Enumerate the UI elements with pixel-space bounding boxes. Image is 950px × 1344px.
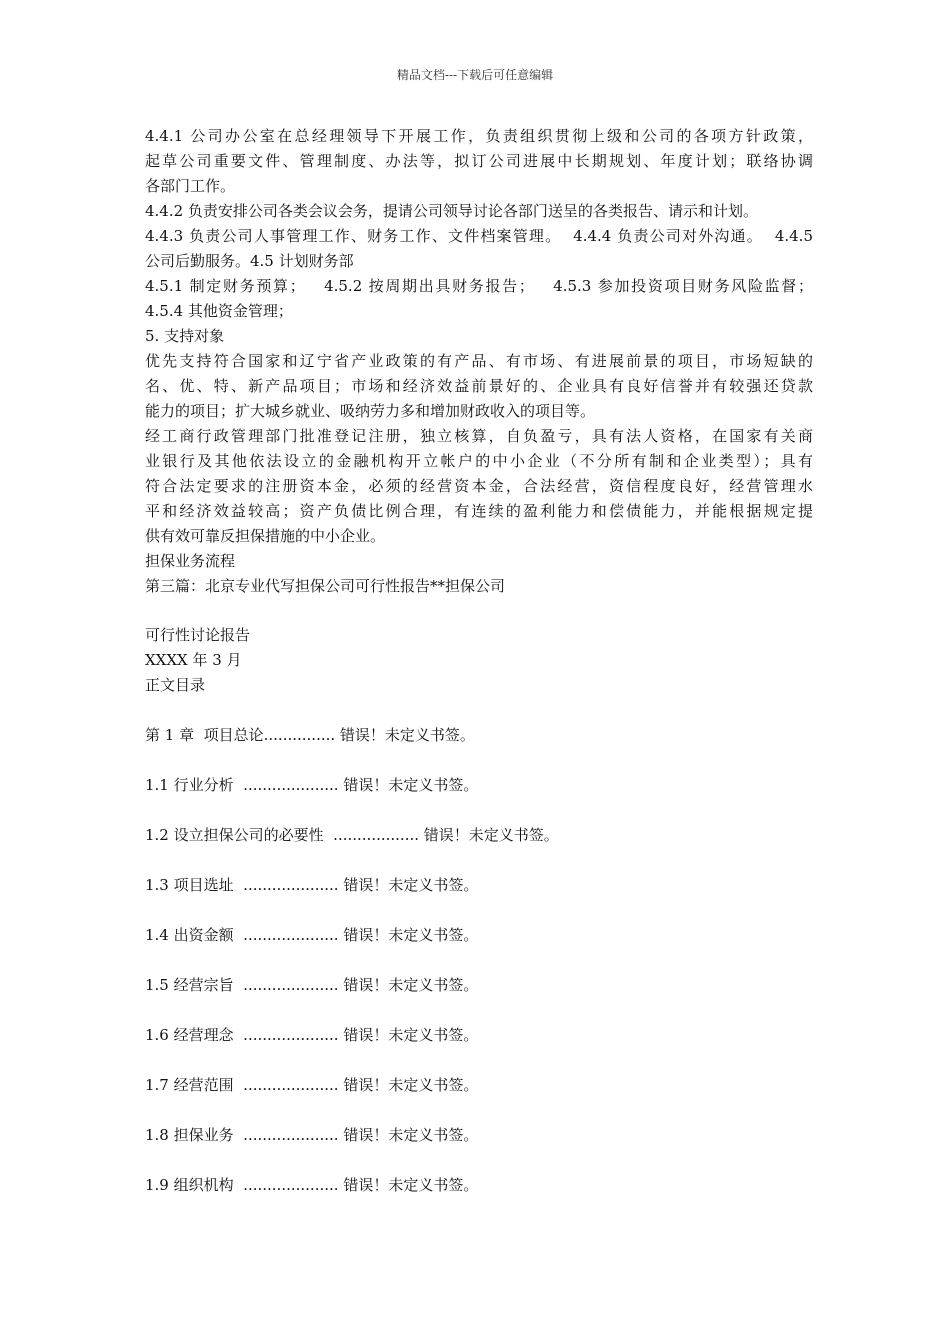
heading-part-three: 第三篇：北京专业代写担保公司可行性报告**担保公司 — [145, 577, 506, 595]
toc-entry[interactable] — [145, 1123, 813, 1173]
toc-entry[interactable] — [145, 723, 813, 773]
toc-entry-page-ref: 错误！未定义书签。 — [338, 1126, 479, 1144]
toc-entry-page-ref: 错误！未定义书签。 — [338, 926, 479, 944]
toc-entry-title: 1.5 经营宗旨 — [145, 976, 244, 994]
paragraph-4-5-1-line-1: 4.5.1 制定财务预算； 4.5.2 按周期出具财务报告； 4.5.3 参加投资项目财务风险监督； — [145, 277, 813, 295]
report-title: 可行性讨论报告 — [145, 626, 251, 644]
toc-entry-title: 第 1 章 项目总论 — [145, 726, 264, 744]
toc-entry[interactable] — [145, 1173, 813, 1223]
toc-entry-leader: .................... — [243, 776, 339, 794]
toc-entry-page-ref: 错误！未定义书签。 — [419, 826, 559, 844]
toc-entry-page-ref: 错误！未定义书签。 — [338, 876, 479, 894]
toc-entry[interactable] — [145, 923, 813, 973]
report-date: XXXX 年 3 月 — [145, 651, 242, 669]
toc-entry-title: 1.1 行业分析 — [145, 776, 244, 794]
toc-entry[interactable] — [145, 1023, 813, 1073]
toc-entry-title: 1.3 项目选址 — [145, 876, 244, 894]
toc-entry-leader: .................... — [243, 1076, 339, 1094]
heading-guarantee-process: 担保业务流程 — [145, 552, 236, 570]
toc-entry-title: 1.4 出资金额 — [145, 926, 244, 944]
table-of-contents — [145, 723, 813, 1223]
page-header: 精品文档---下载后可任意编辑 — [396, 68, 554, 82]
toc-entry[interactable] — [145, 873, 813, 923]
paragraph-4-4-3-line-1: 4.4.3 负责公司人事管理工作、财务工作、文件档案管理。 4.4.4 负责公司对外沟通。 4.4.5 — [145, 227, 813, 245]
toc-entry-leader: .................... — [243, 1026, 339, 1044]
paragraph-4-5-1-line-2: 4.5.4 其他资金管理； — [145, 302, 293, 320]
toc-entry-page-ref: 错误！未定义书签。 — [338, 1076, 479, 1094]
paragraph-eligibility-line-3: 符合法定要求的注册资本金，必须的经营资本金，合法经营，资信程度良好，经营管理水 — [145, 477, 813, 495]
paragraph-4-4-1-line-3: 各部门工作。 — [145, 177, 236, 195]
paragraph-priority-line-1: 优先支持符合国家和辽宁省产业政策的有产品、有市场、有进展前景的项目，市场短缺的 — [145, 352, 813, 370]
toc-entry-leader: ............... — [263, 726, 336, 744]
toc-entry-title: 1.9 组织机构 — [145, 1176, 244, 1194]
toc-entry-page-ref: 错误！未定义书签。 — [338, 976, 479, 994]
toc-entry[interactable] — [145, 973, 813, 1023]
toc-entry-page-ref: 错误！未定义书签。 — [338, 1176, 479, 1194]
paragraph-4-4-1-line-2: 起草公司重要文件、管理制度、办法等，拟订公司进展中长期规划、年度计划；联络协调 — [145, 152, 813, 170]
toc-entry-page-ref: 错误！未定义书签。 — [338, 776, 479, 794]
paragraph-4-4-3-line-2: 公司后勤服务。4.5 计划财务部 — [145, 252, 354, 270]
toc-heading: 正文目录 — [145, 676, 206, 694]
section-heading-support-targets: 5. 支持对象 — [145, 327, 225, 345]
paragraph-eligibility-line-4: 平和经济效益较高；资产负债比例合理，有连续的盈利能力和偿债能力，并能根据规定提 — [145, 502, 813, 520]
toc-entry-leader: .................... — [243, 926, 339, 944]
toc-entry[interactable] — [145, 1073, 813, 1123]
toc-entry-title: 1.8 担保业务 — [145, 1126, 244, 1144]
paragraph-priority-line-3: 能力的项目；扩大城乡就业、吸纳劳力多和增加财政收入的项目等。 — [145, 402, 596, 420]
paragraph-priority-line-2: 名、优、特、新产品项目；市场和经济效益前景好的、企业具有良好信誉并有较强还贷款 — [145, 377, 813, 395]
paragraph-eligibility-line-5: 供有效可靠反担保措施的中小企业。 — [145, 527, 386, 545]
toc-entry-title: 1.7 经营范围 — [145, 1076, 244, 1094]
toc-entry-leader: .................... — [243, 876, 339, 894]
toc-entry[interactable] — [145, 823, 813, 873]
toc-entry-leader: .................... — [243, 1176, 339, 1194]
toc-entry[interactable] — [145, 773, 813, 823]
document-body — [145, 124, 813, 1223]
toc-entry-title: 1.6 经营理念 — [145, 1026, 244, 1044]
blank-line — [145, 599, 813, 623]
paragraph-eligibility-line-2: 业银行及其他依法设立的金融机构开立帐户的中小企业（不分所有制和企业类型）；具有 — [145, 452, 813, 470]
paragraph-4-4-1-line-1: 4.4.1 公司办公室在总经理领导下开展工作，负责组织贯彻上级和公司的各项方针政策， — [145, 127, 813, 145]
paragraph-4-4-2: 4.4.2 负责安排公司各类会议会务，提请公司领导讨论各部门送呈的各类报告、请示和计划。 — [145, 202, 758, 220]
toc-entry-leader: .................. — [333, 826, 419, 844]
toc-entry-page-ref: 错误！未定义书签。 — [338, 1026, 479, 1044]
blank-line — [145, 698, 813, 723]
paragraph-eligibility-line-1: 经工商行政管理部门批准登记注册，独立核算，自负盈亏，具有法人资格，在国家有关商 — [145, 427, 813, 445]
toc-entry-title: 1.2 设立担保公司的必要性 — [145, 826, 334, 844]
toc-entry-leader: .................... — [243, 1126, 339, 1144]
toc-entry-leader: .................... — [243, 976, 339, 994]
toc-entry-page-ref: 错误！未定义书签。 — [335, 726, 475, 744]
